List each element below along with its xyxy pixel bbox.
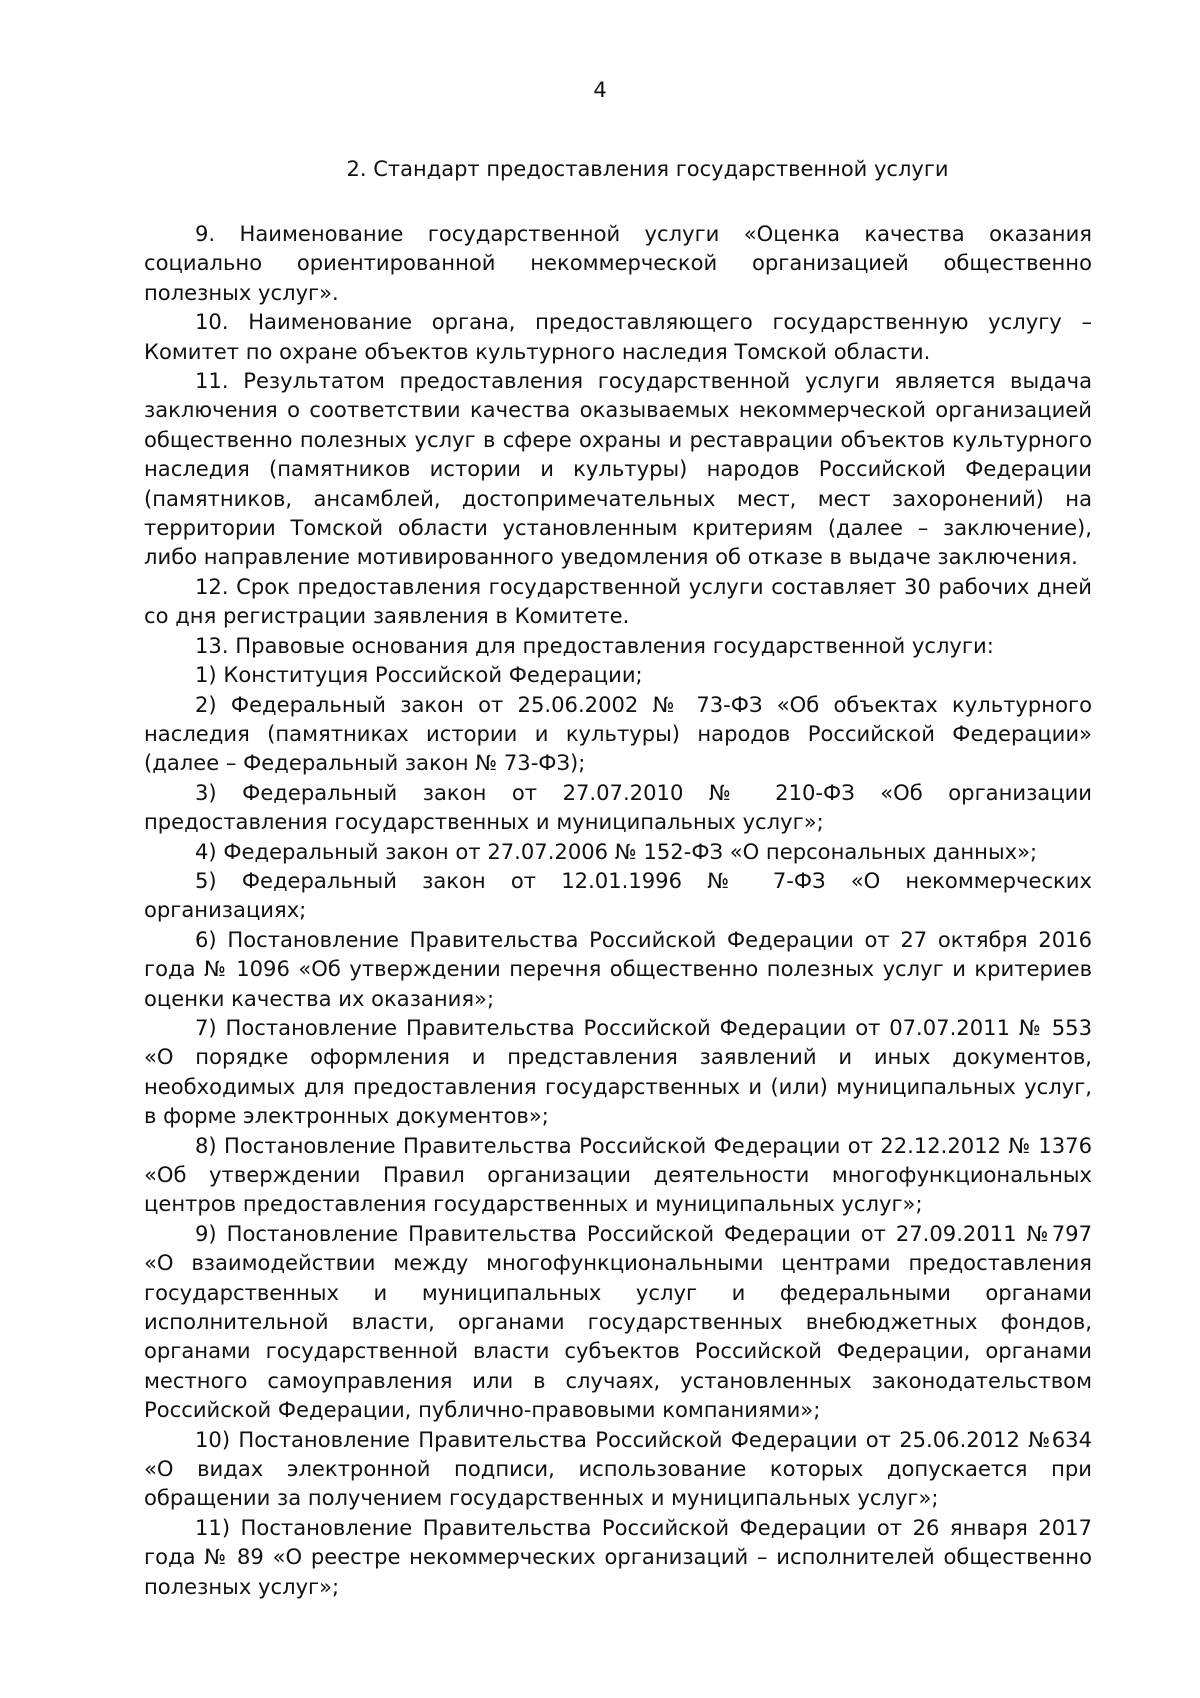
legal-ground-item-2: 2) Федеральный закон от 25.06.2002 № 73-ФЗ «Об объектах культурного наследия (памятниках истории и культуры) народов Российской Федерации» (далее – Федеральный закон № 73-ФЗ);: [144, 691, 1092, 776]
legal-ground-item-1: 1) Конституция Российской Федерации;: [195, 662, 643, 688]
legal-ground-item-6: 6) Постановление Правительства Российской Федерации от 27 октября 2016 года № 1096 «Об утверждении перечня общественно полезных услуг и критериев оценки качества их оказания»;: [144, 926, 1092, 1011]
paragraph-10-authority-name: 10. Наименование органа, предоставляющего государственную услугу – Комитет по охране объектов культурного наследия Томской области.: [144, 309, 1092, 364]
legal-ground-item-7: 7) Постановление Правительства Российской Федерации от 07.07.2011 № 553 «О порядке оформления и представления заявлений и иных документов, необходимых для предоставления государственных и (или) муниципальных услуг, в форме электронных документов»;: [144, 1014, 1092, 1129]
legal-ground-item-5: 5) Федеральный закон от 12.01.1996 № 7-ФЗ «О некоммерческих организациях;: [144, 867, 1092, 923]
paragraph-11-service-result: 11. Результатом предоставления государственной услуги является выдача заключения о соответствии качества оказываемых некоммерческой организацией общественно полезных услуг в сфере охраны и реставрации объектов культурного наследия (памятников истории и культуры) народов Российской Федерации (памятников, ансамблей, достопримечательных мест, мест захоронений) на территории Томской области установленным критериям (далее – заключение), либо направление мотивированного уведомления об отказе в выдаче заключения.: [144, 368, 1092, 570]
legal-ground-item-9: 9) Постановление Правительства Российской Федерации от 27.09.2011 №797 «О взаимодействии между многофункциональными центрами предоставления государственных и муниципальных услуг и федеральными органами исполнительной власти, органами государственных внебюджетных фондов, органами государственной власти субъектов Российской Федерации, органами местного самоуправления или в случаях, установленных законодательством Российской Федерации, публично-правовыми компаниями»;: [144, 1220, 1092, 1423]
legal-ground-item-4: 4) Федеральный закон от 27.07.2006 № 152-ФЗ «О персональных данных»;: [195, 838, 1038, 864]
legal-ground-item-11: 11) Постановление Правительства Российской Федерации от 26 января 2017 года № 89 «О реестре некоммерческих организаций – исполнителей общественно полезных услуг»;: [144, 1514, 1092, 1599]
legal-ground-item-8: 8) Постановление Правительства Российской Федерации от 22.12.2012 № 1376 «Об утверждении Правил организации деятельности многофункциональных центров предоставления государственных и муниципальных услуг»;: [144, 1132, 1092, 1217]
legal-ground-item-3: 3) Федеральный закон от 27.07.2010 № 210-ФЗ «Об организации предоставления государственных и муниципальных услуг»;: [144, 779, 1092, 835]
document-body: [144, 219, 1092, 1601]
paragraph-13-legal-grounds: 13. Правовые основания для предоставления государственной услуги:: [195, 632, 994, 658]
page-number: 4: [593, 78, 607, 102]
paragraph-9-service-name: 9. Наименование государственной услуги «Оценка качества оказания социально ориентированной некоммерческой организацией общественно полезных услуг».: [144, 221, 1092, 305]
section-heading: 2. Стандарт предоставления государственной услуги: [346, 157, 949, 181]
paragraph-12-service-term: 12. Срок предоставления государственной услуги составляет 30 рабочих дней со дня регистрации заявления в Комитете.: [144, 573, 1092, 629]
legal-ground-item-10: 10) Постановление Правительства Российской Федерации от 25.06.2012 №634 «О видах электронной подписи, использование которых допускается при обращении за получением государственных и муниципальных услуг»;: [144, 1426, 1092, 1511]
